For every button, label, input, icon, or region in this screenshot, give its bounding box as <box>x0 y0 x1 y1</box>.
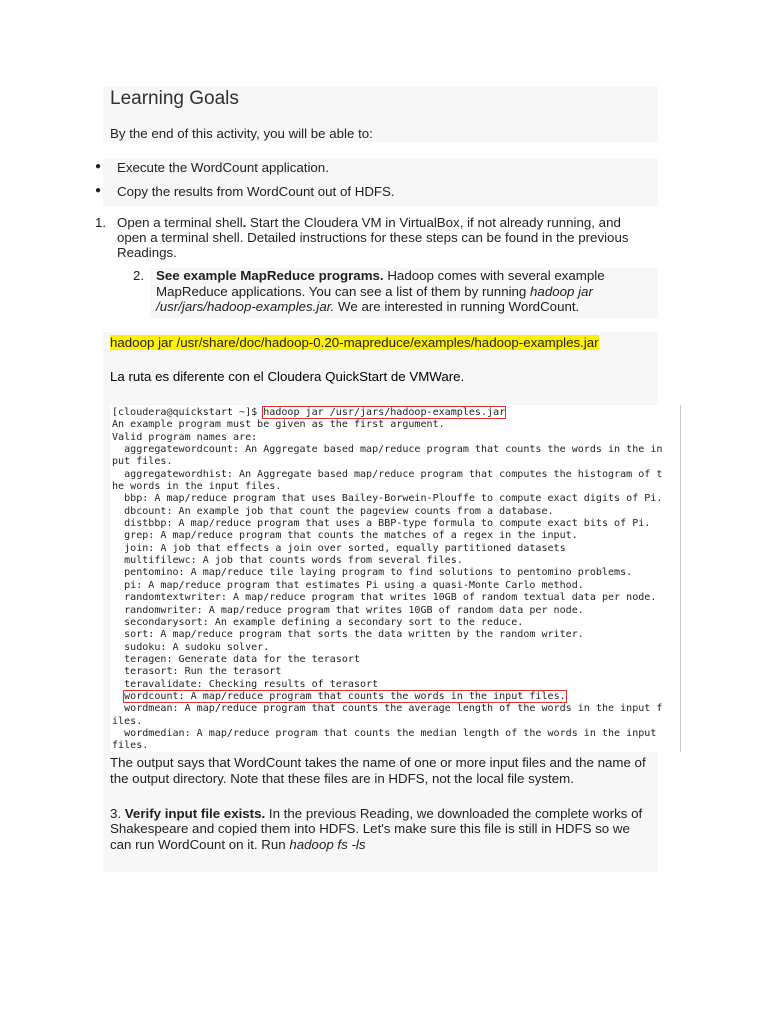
highlight-text: hadoop jar /usr/share/doc/hadoop-0.20-mapreduce/examples/hadoop-examples.jar <box>110 335 599 350</box>
step3-text: In the previous Reading, we downloaded the complete works of <box>265 806 643 821</box>
terminal-line: bbp: A map/reduce program that uses Bailey-Borwein-Plouffe to compute exact digits of Pi. <box>112 493 663 505</box>
step3-line2: Shakespeare and copied them into HDFS. Let's make sure this file is still in HDFS so we <box>110 821 630 836</box>
bullet-icon: ● <box>95 161 102 172</box>
terminal-line: files. <box>112 740 149 752</box>
step1-number: 1. <box>95 215 107 230</box>
step3-text3: can run WordCount on it. Run <box>110 837 290 852</box>
wordcount-entry: wordcount: A map/reduce program that counts the words in the input files. <box>124 690 566 702</box>
step2-text2: MapReduce applications. You can see a list of them by running <box>156 284 531 299</box>
terminal-line: he words in the input files. <box>112 481 282 493</box>
terminal-command: hadoop jar /usr/jars/hadoop-examples.jar <box>263 407 506 418</box>
terminal-line: randomwriter: A map/reduce program that writes 10GB of random data per node. <box>112 604 584 616</box>
terminal-line: pi: A map/reduce program that estimates Pi using a quasi-Monte Carlo method. <box>112 579 584 591</box>
goal-item: Execute the WordCount application. <box>117 160 329 175</box>
output-para-line1: The output says that WordCount takes the name of one or more input files and the name of <box>110 755 646 770</box>
highlighted-command <box>110 334 599 352</box>
terminal-output <box>112 419 680 691</box>
terminal-prompt: [cloudera@quickstart ~]$ <box>112 407 264 418</box>
intro-text: By the end of this activity, you will be able to: <box>110 126 373 141</box>
step2-text: Hadoop comes with several example <box>383 268 605 283</box>
step1-bold-end: . <box>242 215 247 230</box>
step1-line3: Readings. <box>117 245 177 260</box>
terminal-line: randomtextwriter: A map/reduce program that writes 10GB of random textual data per node. <box>112 592 657 604</box>
step1-line1 <box>117 215 621 230</box>
step1-line2: open a terminal shell. Detailed instructions for these steps can be found in the previous <box>117 230 629 245</box>
terminal-line: distbbp: A map/reduce program that uses a BBP-type formula to compute exact bits of Pi. <box>112 518 651 530</box>
terminal-line: put files. <box>112 456 173 468</box>
step2-bold: See example MapReduce programs. <box>156 268 384 283</box>
bullet-icon: ● <box>95 185 102 196</box>
terminal-line: sudoku: A sudoku solver. <box>112 641 270 653</box>
terminal-line: teragen: Generate data for the terasort <box>112 653 360 665</box>
terminal-line: aggregatewordcount: An Aggregate based map/reduce program that counts the words in the in <box>112 444 663 456</box>
terminal-command-line <box>112 407 680 419</box>
terminal-line: Valid program names are: <box>112 431 258 443</box>
step1-text: Start the Cloudera VM in VirtualBox, if not already running, and <box>246 215 621 230</box>
terminal-line: sort: A map/reduce program that sorts the data written by the random writer. <box>112 629 584 641</box>
step2-italic1: hadoop jar <box>530 284 593 299</box>
step3-line3 <box>110 837 366 852</box>
terminal-screenshot <box>110 405 681 752</box>
terminal-line: teravalidate: Checking results of terasort <box>112 678 379 690</box>
step2-line2 <box>156 284 593 299</box>
terminal-line: join: A job that effects a join over sorted, equally partitioned datasets <box>112 542 566 554</box>
page-title: Learning Goals <box>110 88 239 109</box>
goal-item: Copy the results from WordCount out of HDFS. <box>117 184 395 199</box>
terminal-line: wordmedian: A map/reduce program that counts the median length of the words in the input <box>112 727 657 739</box>
terminal-line: dbcount: An example job that count the pageview counts from a database. <box>112 505 554 517</box>
output-para-line2: the output directory. Note that these files are in HDFS, not the local file system. <box>110 771 574 786</box>
step2-line1 <box>156 268 605 283</box>
terminal-line: aggregatewordhist: An Aggregate based map/reduce program that computes the histogram of t <box>112 468 663 480</box>
terminal-wordcount-line <box>112 691 680 703</box>
step2-text3: We are interested in running WordCount. <box>334 299 580 314</box>
terminal-line: multifilewc: A job that counts words from several files. <box>112 555 463 567</box>
step3-bold: Verify input file exists. <box>124 806 266 821</box>
terminal-line: wordmean: A map/reduce program that counts the average length of the words in the input f <box>112 703 663 715</box>
step2-line3 <box>156 299 579 314</box>
terminal-line: pentomino: A map/reduce tile laying program to find solutions to pentomino problems. <box>112 567 633 579</box>
step2-italic2: /usr/jars/hadoop-examples.jar. <box>156 299 335 314</box>
step3-line1 <box>110 806 642 821</box>
terminal-line: secondarysort: An example defining a secondary sort to the reduce. <box>112 616 524 628</box>
step2-number: 2. <box>133 268 145 283</box>
step3-number: 3. <box>110 806 125 821</box>
step1-bold: Open a terminal shell <box>117 215 243 230</box>
note-spanish: La ruta es diferente con el Cloudera QuickStart de VMWare. <box>110 369 465 384</box>
terminal-line: grep: A map/reduce program that counts the matches of a regex in the input. <box>112 530 578 542</box>
terminal-line: iles. <box>112 715 143 727</box>
terminal-line: terasort: Run the terasort <box>112 666 282 678</box>
step3-italic: hadoop fs -ls <box>289 837 366 852</box>
terminal-line: An example program must be given as the first argument. <box>112 419 445 431</box>
terminal-output-after <box>112 703 680 752</box>
